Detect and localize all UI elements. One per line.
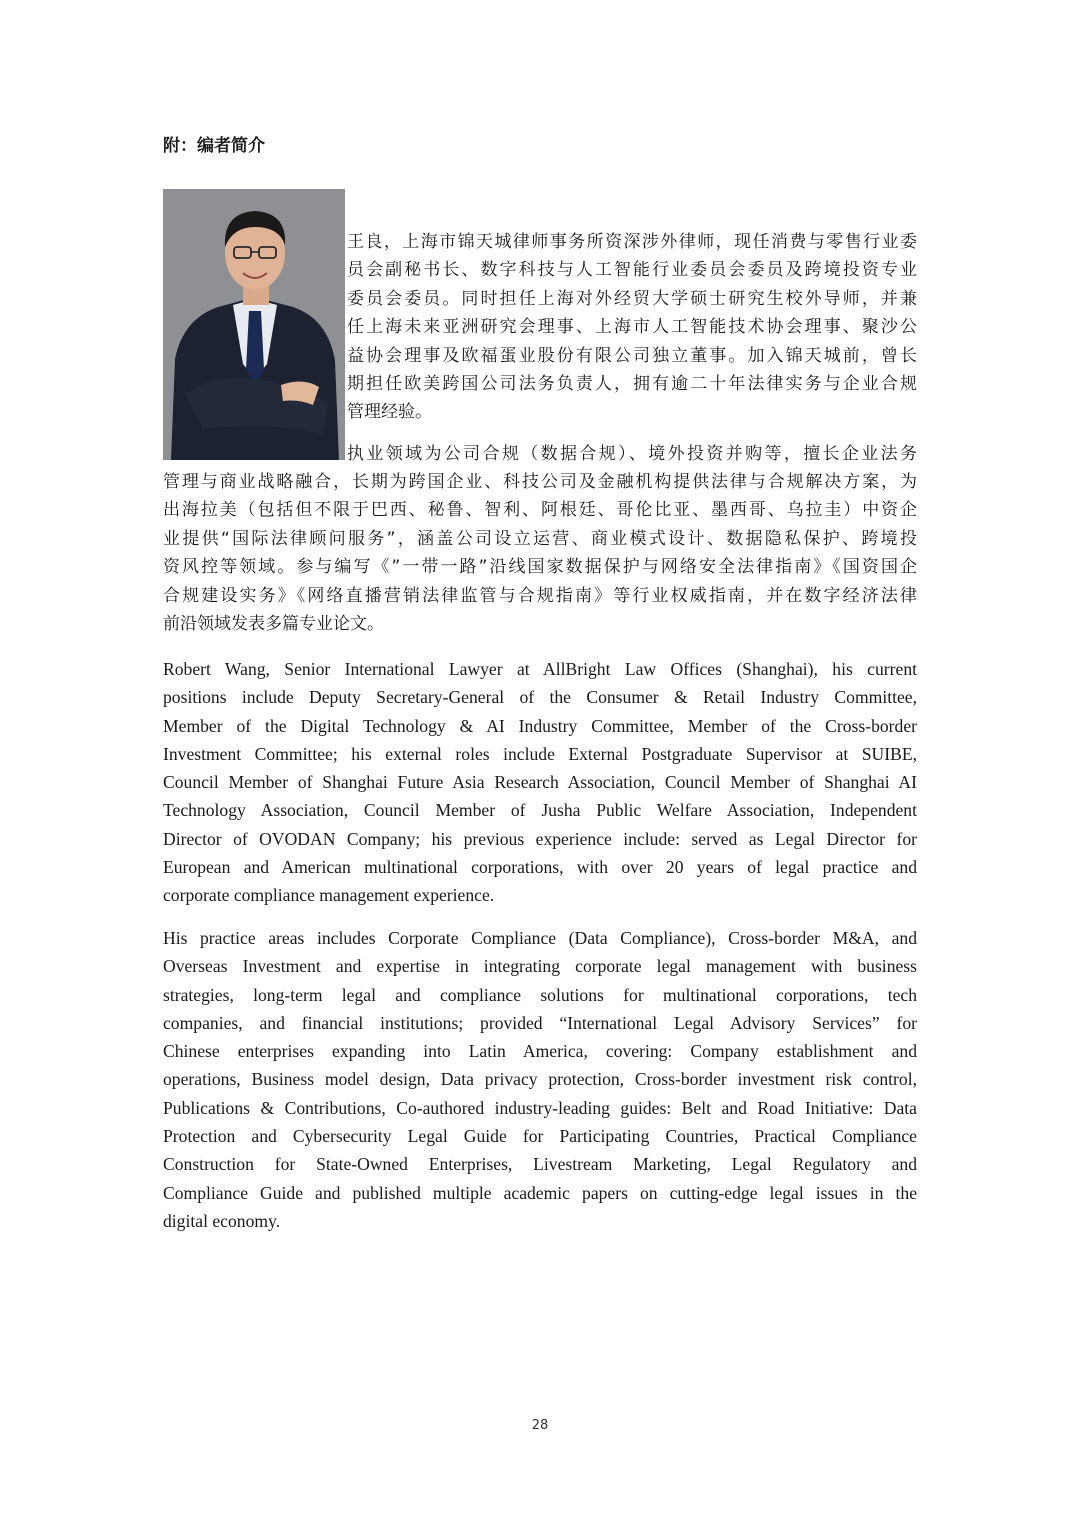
text-line: Technology Association, Council Member of Jusha Public Welfare Association, Independent	[163, 800, 917, 821]
text-line: 合规建设实务》《网络直播营销法律监管与合规指南》等行业权威指南，并在数字经济法律	[163, 585, 917, 606]
text-line: Construction for State-Owned Enterprises, Livestream Marketing, Legal Regulatory and	[163, 1154, 917, 1175]
text-line: Council Member of Shanghai Future Asia Research Association, Council Member of Shanghai AI	[163, 772, 917, 793]
portrait-photo	[163, 189, 345, 460]
text-line: Overseas Investment and expertise in integrating corporate legal management with business	[163, 956, 917, 977]
text-line: His practice areas includes Corporate Compliance (Data Compliance), Cross-border M&A, and	[163, 928, 917, 948]
text-line: 员会副秘书长、数字科技与人工智能行业委员会委员及跨境投资专业	[347, 260, 917, 281]
text-line: Publications & Contributions, Co-authored industry-leading guides: Belt and Road Initiative: Data	[163, 1097, 917, 1118]
text-line: operations, Business model design, Data privacy protection, Cross-border investment risk control,	[163, 1069, 917, 1090]
chinese-practice-paragraph	[163, 468, 917, 638]
text-line: 任上海未来亚洲研究会理事、上海市人工智能技术协会理事、聚沙公	[347, 317, 917, 338]
text-line: 出海拉美（包括但不限于巴西、秘鲁、智利、阿根廷、哥伦比亚、墨西哥、乌拉圭）中资企	[163, 500, 917, 521]
text-line: 前沿领域发表多篇专业论文。	[163, 614, 384, 635]
text-line: European and American multinational corporations, with over 20 years of legal practice and	[163, 857, 917, 878]
text-line: Chinese enterprises expanding into Latin America, covering: Company establishment and	[163, 1041, 917, 1062]
text-line: 期担任欧美跨国公司法务负责人，拥有逾二十年法律实务与企业合规	[347, 374, 917, 395]
text-line: 业提供“国际法律顾问服务”，涵盖公司设立运营、商业模式设计、数据隐私保护、跨境投	[163, 528, 917, 549]
english-bio-paragraph	[163, 655, 917, 910]
text-line: corporate compliance management experience.	[163, 885, 495, 906]
text-line: 益协会理事及欧福蛋业股份有限公司独立董事。加入锦天城前，曾长	[347, 345, 917, 366]
section-heading: 附：编者简介	[163, 136, 265, 156]
text-line: 执业领域为公司合规（数据合规）、境外投资并购等，擅长企业法务	[347, 444, 917, 464]
chinese-intro-paragraph	[347, 228, 917, 428]
english-practice-paragraph	[163, 924, 917, 1235]
page-number: 28	[531, 1418, 549, 1433]
portrait-icon	[163, 189, 345, 460]
text-line: Director of OVODAN Company; his previous experience include: served as Legal Director for	[163, 828, 917, 849]
text-line: Investment Committee; his external roles include External Postgraduate Supervisor at SUIBE,	[163, 743, 917, 764]
text-line: 管理经验。	[347, 402, 432, 423]
text-line: 委员会委员。同时担任上海对外经贸大学硕士研究生校外导师，并兼	[347, 288, 917, 309]
text-line: Protection and Cybersecurity Legal Guide for Participating Countries, Practical Compliance	[163, 1126, 917, 1147]
text-line: 王良，上海市锦天城律师事务所资深涉外律师，现任消费与零售行业委	[347, 232, 917, 252]
text-line: strategies, long-term legal and compliance solutions for multinational corporations, tech	[163, 984, 917, 1005]
text-line: positions include Deputy Secretary-General of the Consumer & Retail Industry Committee,	[163, 687, 917, 708]
text-line: companies, and financial institutions; provided “International Legal Advisory Services” for	[163, 1012, 917, 1033]
chinese-practice-first-line	[347, 440, 917, 468]
text-line: 资风控等领域。参与编写《”一带一路”沿线国家数据保护与网络安全法律指南》《国资国企	[163, 557, 917, 578]
text-line: 管理与商业战略融合，长期为跨国企业、科技公司及金融机构提供法律与合规解决方案，为	[163, 472, 917, 492]
text-line: digital economy.	[163, 1210, 281, 1231]
text-line: Compliance Guide and published multiple academic papers on cutting-edge legal issues in the	[163, 1182, 917, 1203]
text-line: Robert Wang, Senior International Lawyer at AllBright Law Offices (Shanghai), his current	[163, 659, 917, 679]
text-line: Member of the Digital Technology & AI Industry Committee, Member of the Cross-border	[163, 715, 917, 736]
